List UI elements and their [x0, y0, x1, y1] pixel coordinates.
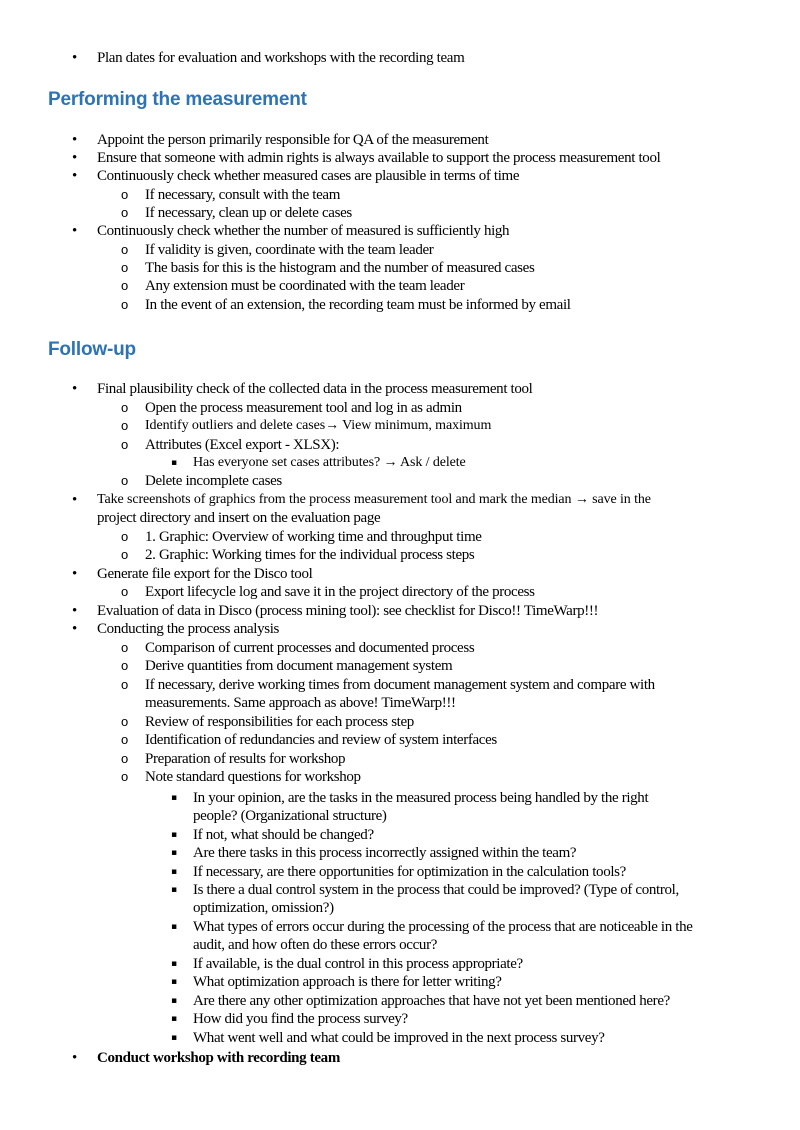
list-bullet: • [72, 223, 78, 239]
list-bullet: o [121, 584, 129, 599]
list-item: What went well and what could be improved in the next process survey? [193, 1030, 605, 1046]
list-bullet: o [121, 242, 129, 257]
list-bullet: o [121, 437, 129, 452]
list-item: If validity is given, coordinate with the team leader [145, 242, 434, 258]
list-bullet: o [121, 278, 129, 293]
list-item: Continuously check whether measured cases are plausible in terms of time [97, 168, 520, 184]
list-item: 2. Graphic: Working times for the individual process steps [145, 547, 475, 563]
list-bullet: ▪ [171, 959, 178, 969]
list-item: Ensure that someone with admin rights is always available to support the process measurement tool [97, 150, 661, 166]
list-bullet: ▪ [171, 793, 178, 803]
list-item: If necessary, derive working times from document management system and compare with [145, 677, 655, 693]
list-item: How did you find the process survey? [193, 1011, 408, 1027]
list-bullet: o [121, 547, 129, 562]
list-item: Are there any other optimization approaches that have not yet been mentioned here? [193, 993, 670, 1009]
list-item: Identify outliers and delete cases→ View minimum, maximum [145, 418, 492, 433]
list-item: Open the process measurement tool and log in as admin [145, 400, 462, 416]
list-item: If necessary, consult with the team [145, 187, 341, 203]
list-item: In the event of an extension, the recording team must be informed by email [145, 297, 571, 313]
section-heading-performing: Performing the measurement [48, 89, 307, 110]
list-bullet: o [121, 732, 129, 747]
list-bullet: • [72, 381, 78, 397]
list-bullet: ▪ [171, 458, 178, 468]
list-item: Export lifecycle log and save it in the project directory of the process [145, 584, 535, 600]
list-item: If available, is the dual control in this process appropriate? [193, 956, 523, 972]
list-item: Take screenshots of graphics from the process measurement tool and mark the median → save in the [97, 492, 651, 507]
list-bullet: o [121, 751, 129, 766]
list-bullet: ▪ [171, 885, 178, 895]
list-item: Attributes (Excel export - XLSX): [145, 437, 340, 453]
list-item: Conduct workshop with recording team [97, 1050, 340, 1066]
list-bullet: o [121, 529, 129, 544]
list-bullet: • [72, 168, 78, 184]
list-bullet: o [121, 658, 129, 673]
list-item-continuation: measurements. Same approach as above! TimeWarp!!! [145, 695, 456, 711]
list-item-continuation: people? (Organizational structure) [193, 808, 387, 824]
list-item: Appoint the person primarily responsible for QA of the measurement [97, 132, 489, 148]
list-item-continuation: project directory and insert on the evaluation page [97, 510, 381, 526]
list-bullet: o [121, 769, 129, 784]
list-bullet: ▪ [171, 977, 178, 987]
list-item: Plan dates for evaluation and workshops with the recording team [97, 50, 465, 66]
list-item: Continuously check whether the number of measured is sufficiently high [97, 223, 510, 239]
list-bullet: • [72, 1050, 78, 1066]
list-item: Are there tasks in this process incorrectly assigned within the team? [193, 845, 577, 861]
list-item: Generate file export for the Disco tool [97, 566, 313, 582]
list-bullet: ▪ [171, 1033, 178, 1043]
list-item: In your opinion, are the tasks in the measured process being handled by the right [193, 790, 649, 806]
list-bullet: o [121, 297, 129, 312]
list-bullet: o [121, 677, 129, 692]
list-item: 1. Graphic: Overview of working time and throughput time [145, 529, 482, 545]
list-bullet: ▪ [171, 830, 178, 840]
list-item: Derive quantities from document management system [145, 658, 453, 674]
list-item: Note standard questions for workshop [145, 769, 361, 785]
list-item: Has everyone set cases attributes? → Ask / delete [193, 455, 466, 470]
list-bullet: • [72, 50, 78, 66]
list-bullet: o [121, 260, 129, 275]
list-item: The basis for this is the histogram and the number of measured cases [145, 260, 535, 276]
list-bullet: o [121, 400, 129, 415]
list-bullet: o [121, 473, 129, 488]
list-item: Any extension must be coordinated with the team leader [145, 278, 465, 294]
list-bullet: • [72, 603, 78, 619]
list-item: Preparation of results for workshop [145, 751, 346, 767]
list-bullet: • [72, 492, 78, 508]
list-bullet: o [121, 418, 129, 433]
list-bullet: ▪ [171, 848, 178, 858]
list-item: If necessary, are there opportunities for optimization in the calculation tools? [193, 864, 626, 880]
list-item: What types of errors occur during the processing of the process that are noticeable in the [193, 919, 693, 935]
list-item: Identification of redundancies and review of system interfaces [145, 732, 497, 748]
list-bullet: ▪ [171, 996, 178, 1006]
list-item-continuation: optimization, omission?) [193, 900, 334, 916]
list-bullet: • [72, 621, 78, 637]
list-bullet: ▪ [171, 922, 178, 932]
list-bullet: • [72, 566, 78, 582]
list-bullet: ▪ [171, 867, 178, 877]
list-bullet: • [72, 150, 78, 166]
list-bullet: ▪ [171, 1014, 178, 1024]
list-item: Evaluation of data in Disco (process mining tool): see checklist for Disco!! TimeWarp!!! [97, 603, 599, 619]
list-bullet: o [121, 714, 129, 729]
list-item: Conducting the process analysis [97, 621, 280, 637]
list-item: Comparison of current processes and documented process [145, 640, 475, 656]
list-item: Review of responsibilities for each process step [145, 714, 414, 730]
list-item: If necessary, clean up or delete cases [145, 205, 352, 221]
list-item-continuation: audit, and how often do these errors occur? [193, 937, 438, 953]
list-bullet: o [121, 187, 129, 202]
list-item: Is there a dual control system in the process that could be improved? (Type of control, [193, 882, 679, 898]
list-bullet: • [72, 132, 78, 148]
list-item: Final plausibility check of the collected data in the process measurement tool [97, 381, 533, 397]
section-heading-followup: Follow-up [48, 339, 136, 360]
list-bullet: o [121, 205, 129, 220]
list-item: Delete incomplete cases [145, 473, 282, 489]
list-bullet: o [121, 640, 129, 655]
list-item: What optimization approach is there for letter writing? [193, 974, 502, 990]
list-item: If not, what should be changed? [193, 827, 374, 843]
